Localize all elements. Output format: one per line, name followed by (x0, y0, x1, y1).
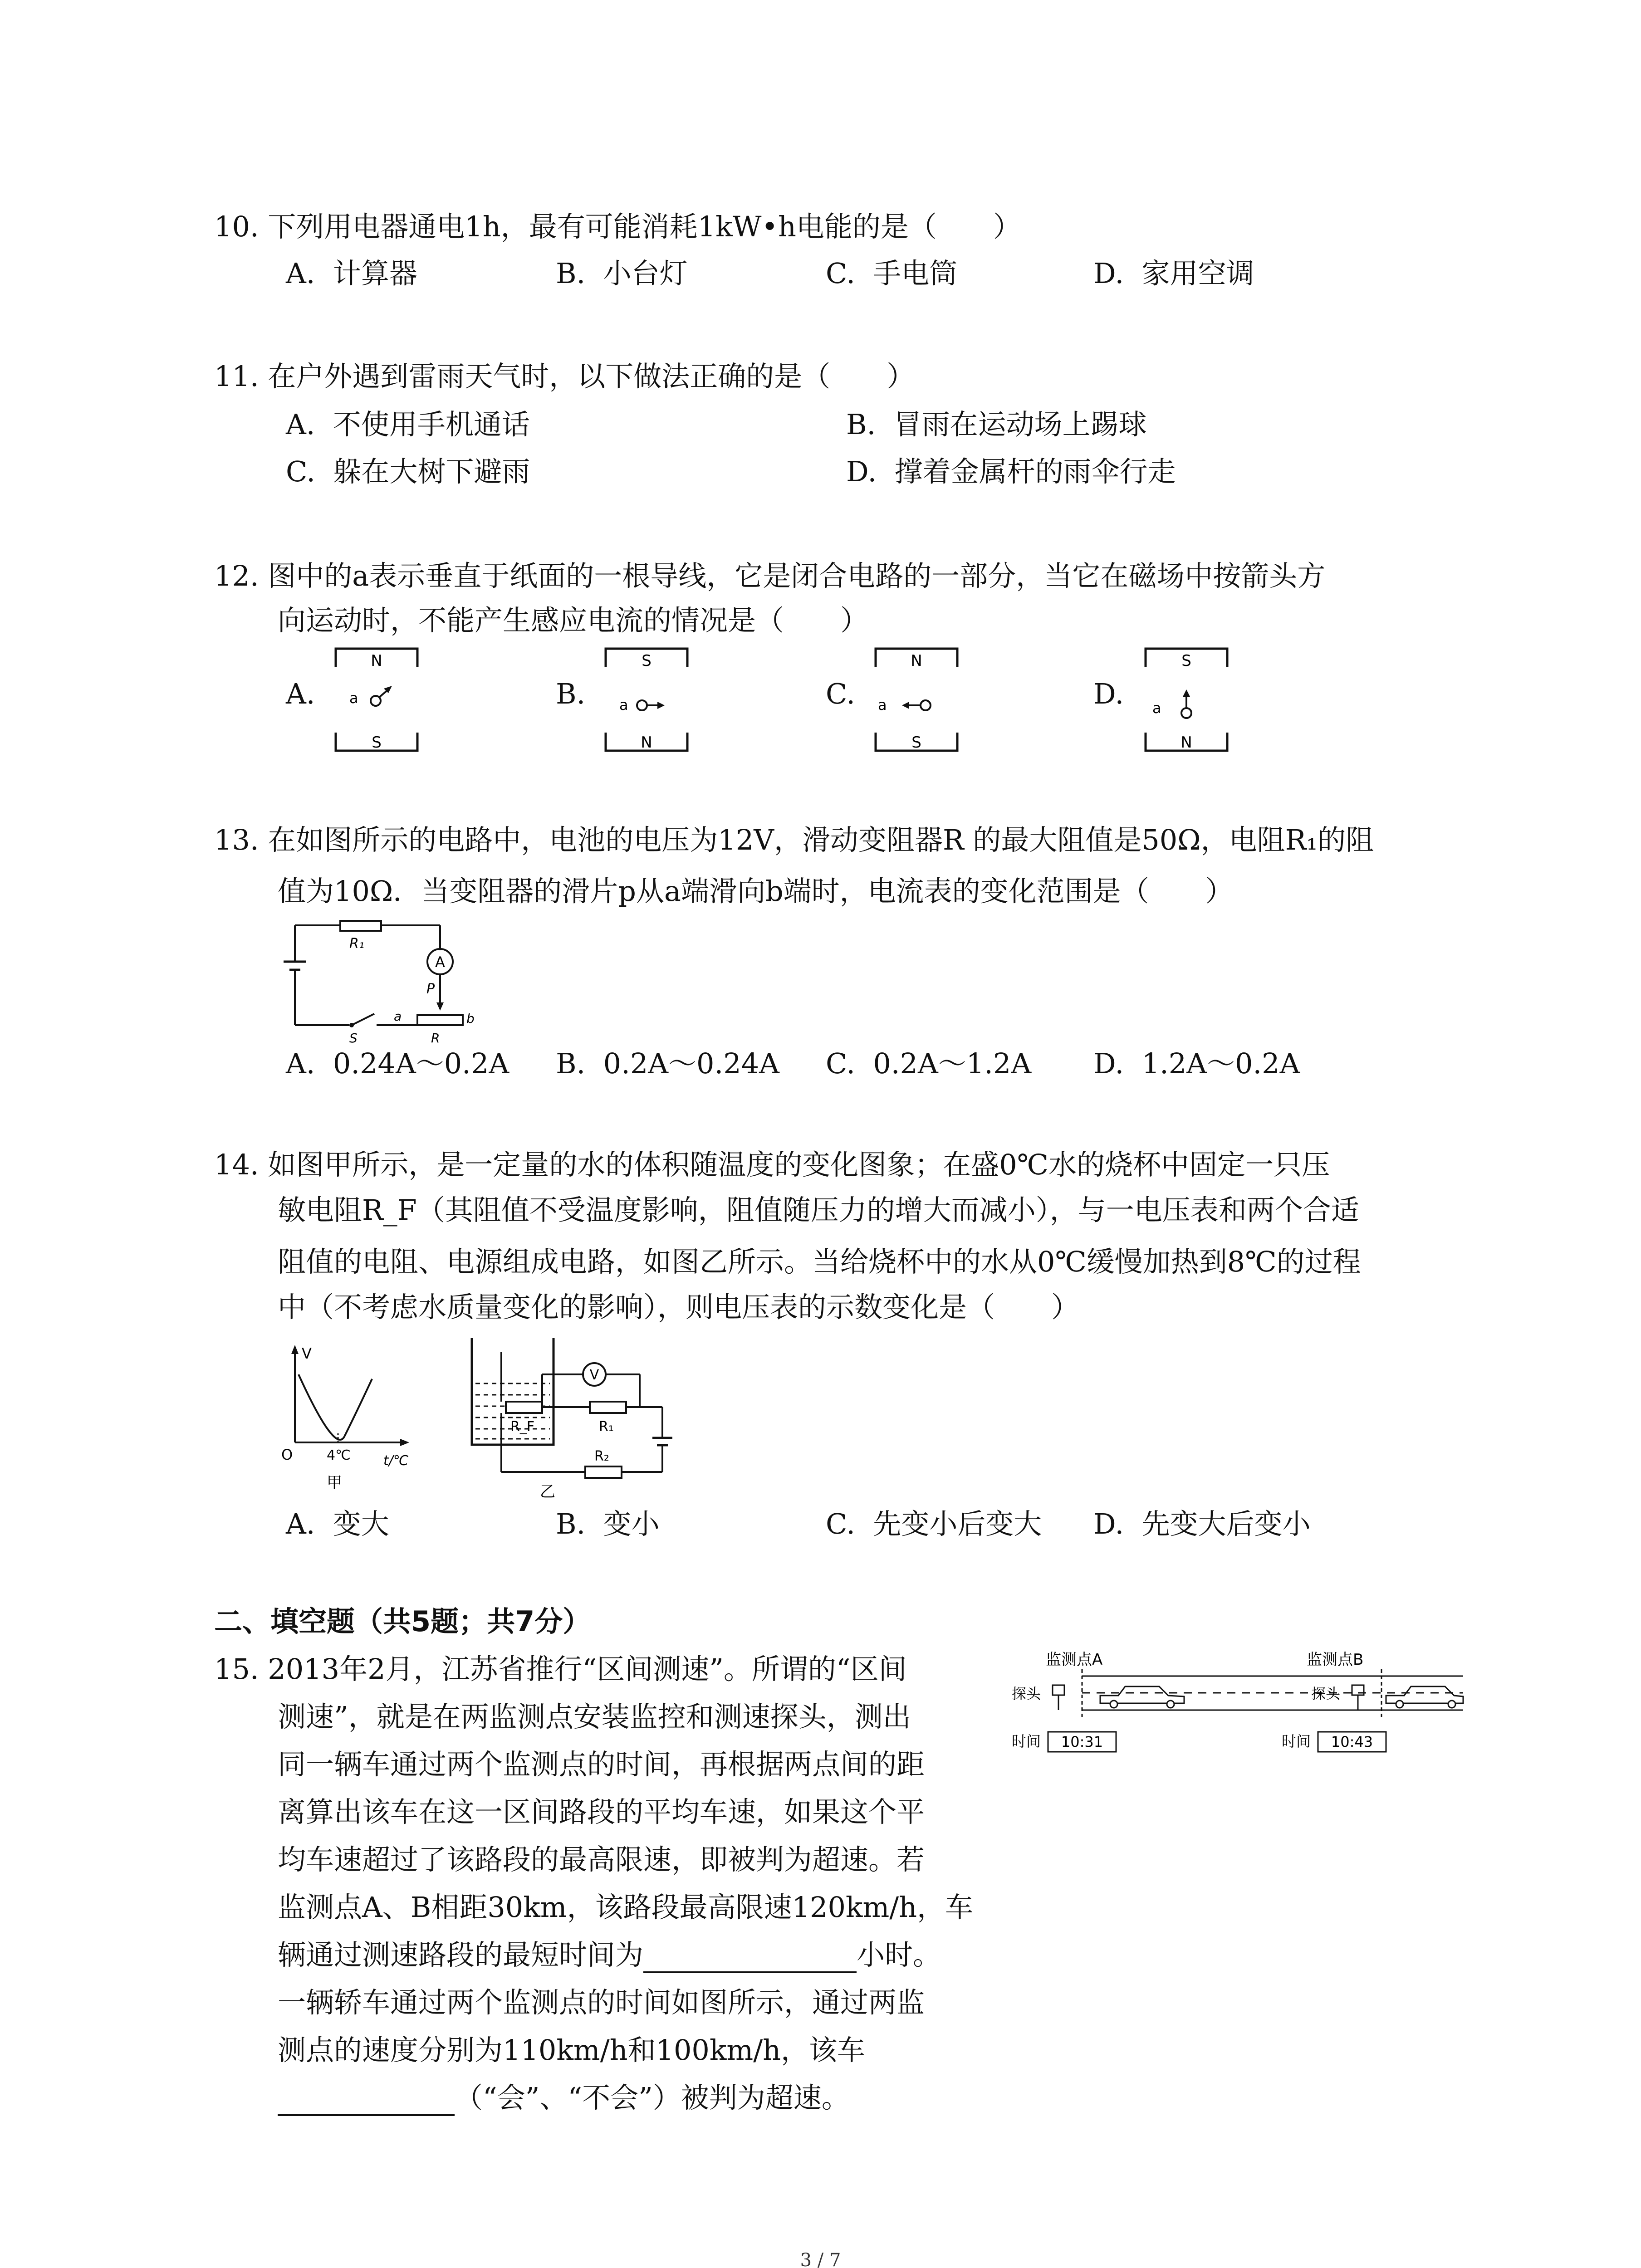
q11-option-d: D. 撑着金属杆的雨伞行走 (846, 455, 1176, 488)
q11-option-c: C. 躲在大树下避雨 (286, 455, 530, 488)
time-a-value: 10:31 (1061, 1733, 1103, 1750)
r1-resistor-icon (590, 1402, 626, 1413)
q15-line-10 (278, 2080, 850, 2116)
q14-option-a: A. 变大 (286, 1507, 389, 1540)
q13-option-d: D. 1.2A～0.2A (1093, 1047, 1300, 1080)
q15-line-3: 同一辆车通过两个监测点的时间，再根据两点间的距 (278, 1748, 925, 1781)
q15-line-8: 一辆轿车通过两个监测点的时间如图所示，通过两监 (278, 1986, 925, 2019)
q13-stem-line2: 值为10Ω．当变阻器的滑片p从a端滑向b端时，电流表的变化范围是（ ） (278, 875, 1234, 908)
q13-option-c: C. 0.2A～1.2A (826, 1047, 1032, 1080)
wire-icon (371, 696, 381, 706)
wire-label: a (349, 689, 358, 707)
camera-icon (1053, 1685, 1064, 1695)
s-label: S (349, 1031, 358, 1043)
q13-option-b: B. 0.2A～0.24A (556, 1047, 779, 1080)
q14-option-c: C. 先变小后变大 (826, 1507, 1042, 1540)
time-a-label: 时间 (1012, 1733, 1041, 1750)
q15-line-6: 监测点A、B相距30km，该路段最高限速120km/h，车 (278, 1891, 974, 1924)
r-label: R (431, 1031, 440, 1043)
section-heading: 二、填空题（共5题；共7分） (214, 1605, 591, 1638)
rf-label: R_F (510, 1419, 535, 1435)
figure-caption: 乙 (540, 1483, 555, 1501)
q14-figure-jia (277, 1338, 426, 1510)
p-label: P (426, 981, 435, 997)
ammeter-label: A (435, 953, 445, 971)
rheostat-icon (417, 1015, 463, 1025)
q15-line-4: 离算出该车在这一区间路段的平均车速，如果这个平 (278, 1795, 925, 1828)
magnet-pole-bottom: S (372, 733, 382, 752)
q13-circuit-figure (277, 912, 476, 1043)
q12-stem-line1: 12. 图中的a表示垂直于纸面的一根导线，它是闭合电路的一部分，当它在磁场中按箭头方 (214, 559, 1326, 592)
q12-figure-b (601, 644, 692, 753)
rf-resistor-icon (506, 1402, 542, 1413)
wire-icon (921, 700, 931, 710)
magnet-pole-bottom: N (1181, 733, 1192, 752)
wire-icon (637, 700, 647, 710)
q15-line-7 (278, 1937, 941, 1973)
q14-stem-line2: 敏电阻R_F（其阻值不受温度影响，阻值随压力的增大而减小），与一电压表和两个合适 (278, 1193, 1359, 1227)
q10-option-d: D. 家用空调 (1093, 257, 1254, 290)
r1-label: R₁ (349, 936, 364, 952)
magnet-pole-bottom: N (641, 733, 652, 752)
q12-figure-c (871, 644, 962, 753)
q11-option-b: B. 冒雨在运动场上踢球 (846, 408, 1147, 441)
r2-resistor-icon (585, 1466, 622, 1478)
q15-line-1: 15. 2013年2月，江苏省推行“区间测速”。所谓的“区间 (214, 1652, 907, 1686)
probe-b-label: 探头 (1311, 1685, 1341, 1702)
q14-stem-line1: 14. 如图甲所示，是一定量的水的体积随温度的变化图象；在盛0℃水的烧杯中固定一只压 (214, 1148, 1330, 1181)
point-a-label: 监测点A (1046, 1651, 1103, 1669)
q14-stem-line3: 阻值的电阻、电源组成电路，如图乙所示。当给烧杯中的水从0℃缓慢加热到8℃的过程 (278, 1245, 1361, 1278)
magnet-pole-bottom: S (911, 733, 921, 752)
b-end-label: b (466, 1011, 475, 1026)
q12-option-c: C. (826, 677, 855, 710)
r2-label: R₂ (594, 1448, 609, 1464)
q15-line-9: 测点的速度分别为110km/h和100km/h，该车 (278, 2033, 866, 2067)
origin-label: O (281, 1446, 293, 1463)
q15-speed-camera-figure (1009, 1642, 1472, 1765)
q12-option-d: D. (1093, 677, 1124, 710)
wire-label: a (878, 696, 887, 714)
x-tick-label: 4℃ (327, 1447, 351, 1463)
switch-icon (352, 1014, 374, 1025)
q15-line-10-text: （“会”、“不会”）被判为超速。 (455, 2081, 850, 2114)
figure-caption: 甲 (327, 1474, 342, 1492)
q12-figure-d (1141, 644, 1232, 753)
q11-stem: 11. 在户外遇到雷雨天气时，以下做法正确的是（ ） (214, 360, 915, 393)
time-b-value: 10:43 (1331, 1733, 1373, 1750)
q15-line-7-text: 辆通过测速路段的最短时间为 (278, 1938, 644, 1971)
q10-option-c: C. 手电筒 (826, 257, 958, 290)
q10-option-a: A. 计算器 (286, 257, 417, 290)
magnet-pole-top: N (371, 652, 382, 670)
q12-option-b: B. (556, 677, 586, 710)
magnet-pole-top: N (911, 652, 922, 670)
q11-option-a: A. 不使用手机通话 (286, 408, 530, 441)
voltmeter-label: V (589, 1367, 599, 1383)
probe-a-label: 探头 (1012, 1685, 1041, 1702)
volume-curve (299, 1374, 372, 1440)
magnet-pole-top: S (1181, 652, 1191, 670)
x-axis-label: t/℃ (383, 1453, 409, 1469)
point-b-label: 监测点B (1307, 1651, 1364, 1669)
r1-label: R₁ (599, 1419, 614, 1435)
q15-line-7-suffix: 小时。 (857, 1938, 941, 1971)
q13-stem-line1: 13. 在如图所示的电路中，电池的电压为12V，滑动变阻器R 的最大阻值是50Ω，电阻R₁的阻 (214, 823, 1374, 856)
slider-arrow-icon (436, 1002, 444, 1011)
q14-option-d: D. 先变大后变小 (1093, 1507, 1311, 1540)
q14-figure-yi (463, 1334, 690, 1515)
time-b-label: 时间 (1282, 1733, 1311, 1750)
a-end-label: a (394, 1009, 402, 1024)
y-axis-label: V (302, 1345, 312, 1362)
q12-stem-line2: 向运动时，不能产生感应电流的情况是（ ） (278, 604, 869, 637)
camera-icon (1352, 1685, 1364, 1695)
magnet-pole-top: S (642, 652, 652, 670)
wire-label: a (1152, 699, 1161, 717)
page-number: 3 / 7 (800, 2250, 841, 2268)
q10-stem: 10. 下列用电器通电1h，最有可能消耗1kW•h电能的是（ ） (214, 210, 1021, 243)
q15-line-2: 测速”，就是在两监测点安装监控和测速探头，测出 (278, 1700, 911, 1733)
wire-icon (1181, 708, 1191, 718)
wire-label: a (619, 696, 628, 714)
q12-figure-a (331, 644, 422, 753)
q13-option-a: A. 0.24A～0.2A (286, 1047, 509, 1080)
answer-blank-1[interactable] (643, 1944, 857, 1973)
resistor-r1-icon (340, 921, 381, 931)
q15-line-5: 均车速超过了该路段的最高限速，即被判为超速。若 (278, 1843, 925, 1876)
q14-option-b: B. 变小 (556, 1507, 660, 1540)
q10-option-b: B. 小台灯 (556, 257, 688, 290)
q12-option-a: A. (286, 677, 315, 710)
q14-stem-line4: 中（不考虑水质量变化的影响），则电压表的示数变化是（ ） (278, 1290, 1080, 1324)
answer-blank-2[interactable] (278, 2087, 455, 2116)
